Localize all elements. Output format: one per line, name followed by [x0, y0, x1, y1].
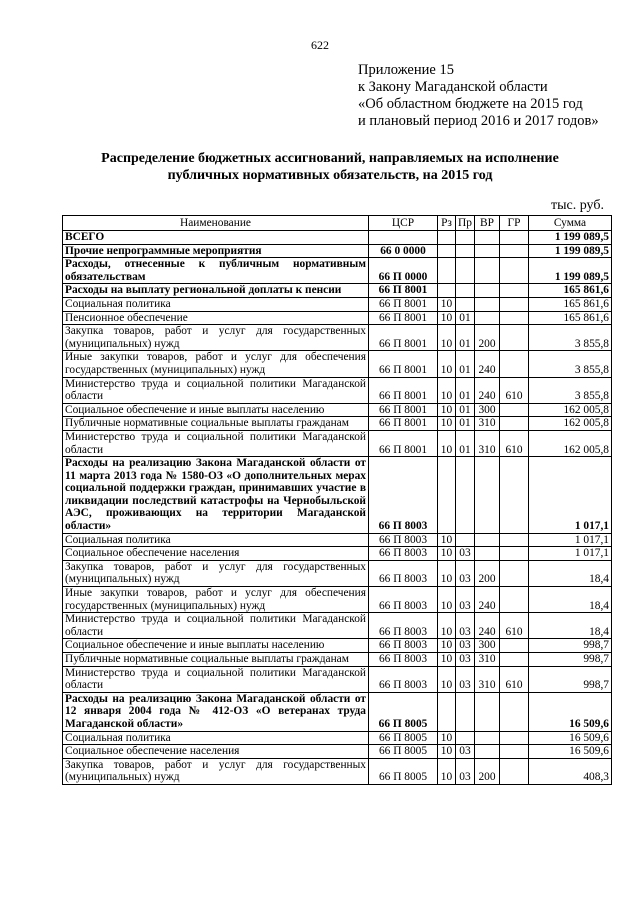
cell-pr [456, 731, 475, 745]
cell-vr: 310 [475, 666, 500, 692]
table-row [63, 547, 612, 561]
cell-gr [500, 731, 529, 745]
cell-pr: 01 [456, 417, 475, 431]
cell-gr [500, 311, 529, 325]
header-name: Наименование [63, 216, 369, 231]
cell-vr [475, 244, 500, 258]
cell-name: Социальное обеспечение населения [63, 745, 369, 759]
table-row [63, 587, 612, 613]
cell-rz: 10 [438, 297, 456, 311]
cell-gr [500, 639, 529, 653]
cell-sum: 998,7 [529, 653, 612, 667]
cell-name: Пенсионное обеспечение [63, 311, 369, 325]
cell-vr: 200 [475, 758, 500, 784]
cell-name: Публичные нормативные социальные выплаты гражданам [63, 417, 369, 431]
cell-rz [438, 457, 456, 534]
cell-gr [500, 258, 529, 284]
table-row [63, 666, 612, 692]
budget-table [62, 215, 612, 785]
cell-pr: 03 [456, 639, 475, 653]
cell-name: Министерство труда и социальной политики Магаданской области [63, 430, 369, 456]
cell-rz: 10 [438, 430, 456, 456]
cell-vr [475, 731, 500, 745]
table-row [63, 297, 612, 311]
cell-pr: 03 [456, 653, 475, 667]
cell-code: 66 П 8001 [369, 325, 438, 351]
cell-code: 66 П 8001 [369, 403, 438, 417]
cell-code: 66 П 8001 [369, 377, 438, 403]
cell-code: 66 П 8003 [369, 457, 438, 534]
header-gr: ГР [500, 216, 529, 231]
cell-gr: 610 [500, 430, 529, 456]
cell-vr: 240 [475, 377, 500, 403]
cell-gr [500, 745, 529, 759]
cell-gr [500, 560, 529, 586]
cell-pr: 01 [456, 403, 475, 417]
table-row [63, 639, 612, 653]
cell-gr [500, 244, 529, 258]
cell-sum: 165 861,6 [529, 284, 612, 298]
table-row [63, 560, 612, 586]
cell-rz: 10 [438, 325, 456, 351]
cell-rz: 10 [438, 403, 456, 417]
cell-gr [500, 653, 529, 667]
table-row [63, 284, 612, 298]
cell-pr: 03 [456, 547, 475, 561]
header-pr: Пр [456, 216, 475, 231]
cell-rz: 10 [438, 731, 456, 745]
cell-code: 66 0 0000 [369, 244, 438, 258]
cell-rz: 10 [438, 417, 456, 431]
cell-name: Социальная политика [63, 297, 369, 311]
table-row [63, 417, 612, 431]
cell-code: 66 П 8001 [369, 297, 438, 311]
cell-rz [438, 258, 456, 284]
cell-vr: 310 [475, 430, 500, 456]
cell-pr: 03 [456, 666, 475, 692]
cell-rz: 10 [438, 639, 456, 653]
cell-sum: 165 861,6 [529, 297, 612, 311]
cell-sum: 16 509,6 [529, 745, 612, 759]
cell-vr [475, 692, 500, 731]
cell-vr [475, 231, 500, 245]
cell-vr: 310 [475, 417, 500, 431]
table-row [63, 403, 612, 417]
cell-name: Расходы на выплату региональной доплаты к пенсии [63, 284, 369, 298]
cell-gr [500, 297, 529, 311]
cell-code: 66 П 8001 [369, 351, 438, 377]
cell-code: 66 П 0000 [369, 258, 438, 284]
cell-name: Расходы на реализацию Закона Магаданской области от 12 января 2004 года № 412-ОЗ «О ветеранах труда Магаданской области» [63, 692, 369, 731]
cell-gr [500, 403, 529, 417]
cell-gr [500, 533, 529, 547]
table-row [63, 377, 612, 403]
title-line: публичных нормативных обязательств, на 2015 год [167, 168, 493, 183]
cell-code: 66 П 8001 [369, 417, 438, 431]
cell-name: Закупка товаров, работ и услуг для государственных (муниципальных) нужд [63, 560, 369, 586]
cell-rz [438, 231, 456, 245]
cell-pr: 01 [456, 430, 475, 456]
cell-vr: 240 [475, 351, 500, 377]
cell-name: Министерство труда и социальной политики Магаданской области [63, 377, 369, 403]
table-body [63, 231, 612, 785]
cell-name: ВСЕГО [63, 231, 369, 245]
cell-sum: 998,7 [529, 639, 612, 653]
appendix-header [358, 62, 599, 130]
cell-pr: 03 [456, 613, 475, 639]
cell-code: 66 П 8005 [369, 731, 438, 745]
cell-sum: 16 509,6 [529, 731, 612, 745]
cell-code: 66 П 8005 [369, 692, 438, 731]
cell-sum: 18,4 [529, 613, 612, 639]
cell-vr [475, 284, 500, 298]
cell-rz [438, 284, 456, 298]
cell-code: 66 П 8003 [369, 587, 438, 613]
cell-gr: 610 [500, 666, 529, 692]
appendix-line: Приложение 15 [358, 62, 454, 78]
cell-name: Иные закупки товаров, работ и услуг для обеспечения государственных (муниципальных) нужд [63, 587, 369, 613]
table-row [63, 430, 612, 456]
cell-pr: 03 [456, 758, 475, 784]
cell-vr [475, 533, 500, 547]
cell-pr: 01 [456, 351, 475, 377]
cell-name: Расходы на реализацию Закона Магаданской области от 11 марта 2013 года № 1580-ОЗ «О дополнительных мерах социальной поддержки граждан, принимавших участие в ликвидации последствий катастрофы на Чернобыльской АЭС, проживающих на территории Магаданской области» [63, 457, 369, 534]
cell-rz: 10 [438, 587, 456, 613]
cell-code: 66 П 8003 [369, 533, 438, 547]
cell-rz: 10 [438, 666, 456, 692]
cell-sum: 408,3 [529, 758, 612, 784]
cell-gr: 610 [500, 613, 529, 639]
table-row [63, 731, 612, 745]
cell-rz: 10 [438, 533, 456, 547]
table-row [63, 258, 612, 284]
header-rz: Рз [438, 216, 456, 231]
cell-pr [456, 231, 475, 245]
cell-pr: 03 [456, 587, 475, 613]
cell-rz [438, 244, 456, 258]
cell-code: 66 П 8005 [369, 745, 438, 759]
cell-gr [500, 692, 529, 731]
cell-code: 66 П 8003 [369, 639, 438, 653]
cell-sum: 998,7 [529, 666, 612, 692]
table-row [63, 244, 612, 258]
cell-pr: 03 [456, 560, 475, 586]
cell-gr: 610 [500, 377, 529, 403]
cell-sum: 162 005,8 [529, 417, 612, 431]
cell-sum: 3 855,8 [529, 377, 612, 403]
cell-pr [456, 297, 475, 311]
cell-rz: 10 [438, 311, 456, 325]
cell-name: Социальное обеспечение и иные выплаты населению [63, 639, 369, 653]
cell-sum: 3 855,8 [529, 325, 612, 351]
cell-gr [500, 587, 529, 613]
page-number: 622 [311, 38, 329, 52]
cell-code: 66 П 8005 [369, 758, 438, 784]
cell-pr: 01 [456, 377, 475, 403]
cell-name: Иные закупки товаров, работ и услуг для обеспечения государственных (муниципальных) нужд [63, 351, 369, 377]
title-line: Распределение бюджетных ассигнований, направляемых на исполнение [101, 151, 559, 166]
header-code: ЦСР [369, 216, 438, 231]
cell-vr: 240 [475, 613, 500, 639]
table-row [63, 457, 612, 534]
cell-gr [500, 758, 529, 784]
table-header-row [63, 216, 612, 231]
cell-sum: 16 509,6 [529, 692, 612, 731]
table-row [63, 692, 612, 731]
cell-name: Социальное обеспечение и иные выплаты населению [63, 403, 369, 417]
cell-rz: 10 [438, 560, 456, 586]
cell-code: 66 П 8001 [369, 311, 438, 325]
cell-gr [500, 231, 529, 245]
cell-rz [438, 692, 456, 731]
cell-rz: 10 [438, 351, 456, 377]
table-row [63, 613, 612, 639]
cell-pr [456, 244, 475, 258]
cell-sum: 1 017,1 [529, 547, 612, 561]
table-row [63, 231, 612, 245]
cell-gr [500, 325, 529, 351]
cell-sum: 162 005,8 [529, 430, 612, 456]
cell-name: Министерство труда и социальной политики Магаданской области [63, 613, 369, 639]
table-row [63, 758, 612, 784]
header-sum: Сумма [529, 216, 612, 231]
cell-vr: 240 [475, 587, 500, 613]
cell-vr: 310 [475, 653, 500, 667]
cell-rz: 10 [438, 745, 456, 759]
cell-name: Закупка товаров, работ и услуг для государственных (муниципальных) нужд [63, 325, 369, 351]
table-row [63, 533, 612, 547]
appendix-line: «Об областном бюджете на 2015 год [358, 96, 583, 112]
cell-pr [456, 258, 475, 284]
table-row [63, 311, 612, 325]
cell-name: Расходы, отнесенные к публичным нормативным обязательствам [63, 258, 369, 284]
cell-vr [475, 258, 500, 284]
cell-code: 66 П 8003 [369, 547, 438, 561]
units-label: тыс. руб. [551, 198, 604, 213]
table-row [63, 325, 612, 351]
cell-code: 66 П 8003 [369, 613, 438, 639]
table-row [63, 745, 612, 759]
table-row [63, 351, 612, 377]
cell-rz: 10 [438, 547, 456, 561]
cell-vr: 300 [475, 403, 500, 417]
cell-name: Социальное обеспечение населения [63, 547, 369, 561]
cell-rz: 10 [438, 758, 456, 784]
cell-pr: 03 [456, 745, 475, 759]
cell-sum: 18,4 [529, 587, 612, 613]
cell-name: Министерство труда и социальной политики Магаданской области [63, 666, 369, 692]
cell-vr: 200 [475, 325, 500, 351]
cell-vr: 200 [475, 560, 500, 586]
cell-gr [500, 547, 529, 561]
cell-pr [456, 457, 475, 534]
appendix-line: к Закону Магаданской области [358, 79, 548, 95]
cell-vr [475, 297, 500, 311]
cell-rz: 10 [438, 377, 456, 403]
cell-code: 66 П 8001 [369, 284, 438, 298]
cell-code: 66 П 8003 [369, 666, 438, 692]
cell-sum: 165 861,6 [529, 311, 612, 325]
cell-sum: 1 199 089,5 [529, 258, 612, 284]
cell-rz: 10 [438, 653, 456, 667]
cell-pr [456, 284, 475, 298]
cell-pr [456, 533, 475, 547]
cell-code: 66 П 8003 [369, 560, 438, 586]
cell-gr [500, 284, 529, 298]
cell-gr [500, 417, 529, 431]
cell-vr [475, 457, 500, 534]
cell-code: 66 П 8003 [369, 653, 438, 667]
cell-vr [475, 547, 500, 561]
cell-pr: 01 [456, 325, 475, 351]
cell-pr [456, 692, 475, 731]
cell-sum: 1 199 089,5 [529, 231, 612, 245]
cell-gr [500, 351, 529, 377]
cell-vr [475, 745, 500, 759]
cell-gr [500, 457, 529, 534]
cell-code [369, 231, 438, 245]
cell-name: Социальная политика [63, 731, 369, 745]
cell-vr: 300 [475, 639, 500, 653]
cell-sum: 1 199 089,5 [529, 244, 612, 258]
cell-name: Публичные нормативные социальные выплаты гражданам [63, 653, 369, 667]
document-title [40, 150, 620, 184]
cell-name: Прочие непрограммные мероприятия [63, 244, 369, 258]
cell-sum: 3 855,8 [529, 351, 612, 377]
cell-name: Социальная политика [63, 533, 369, 547]
cell-sum: 162 005,8 [529, 403, 612, 417]
table-row [63, 653, 612, 667]
cell-pr: 01 [456, 311, 475, 325]
header-vr: ВР [475, 216, 500, 231]
cell-sum: 18,4 [529, 560, 612, 586]
cell-sum: 1 017,1 [529, 533, 612, 547]
cell-sum: 1 017,1 [529, 457, 612, 534]
cell-code: 66 П 8001 [369, 430, 438, 456]
cell-name: Закупка товаров, работ и услуг для государственных (муниципальных) нужд [63, 758, 369, 784]
cell-vr [475, 311, 500, 325]
appendix-line: и плановый период 2016 и 2017 годов» [358, 113, 599, 129]
cell-rz: 10 [438, 613, 456, 639]
